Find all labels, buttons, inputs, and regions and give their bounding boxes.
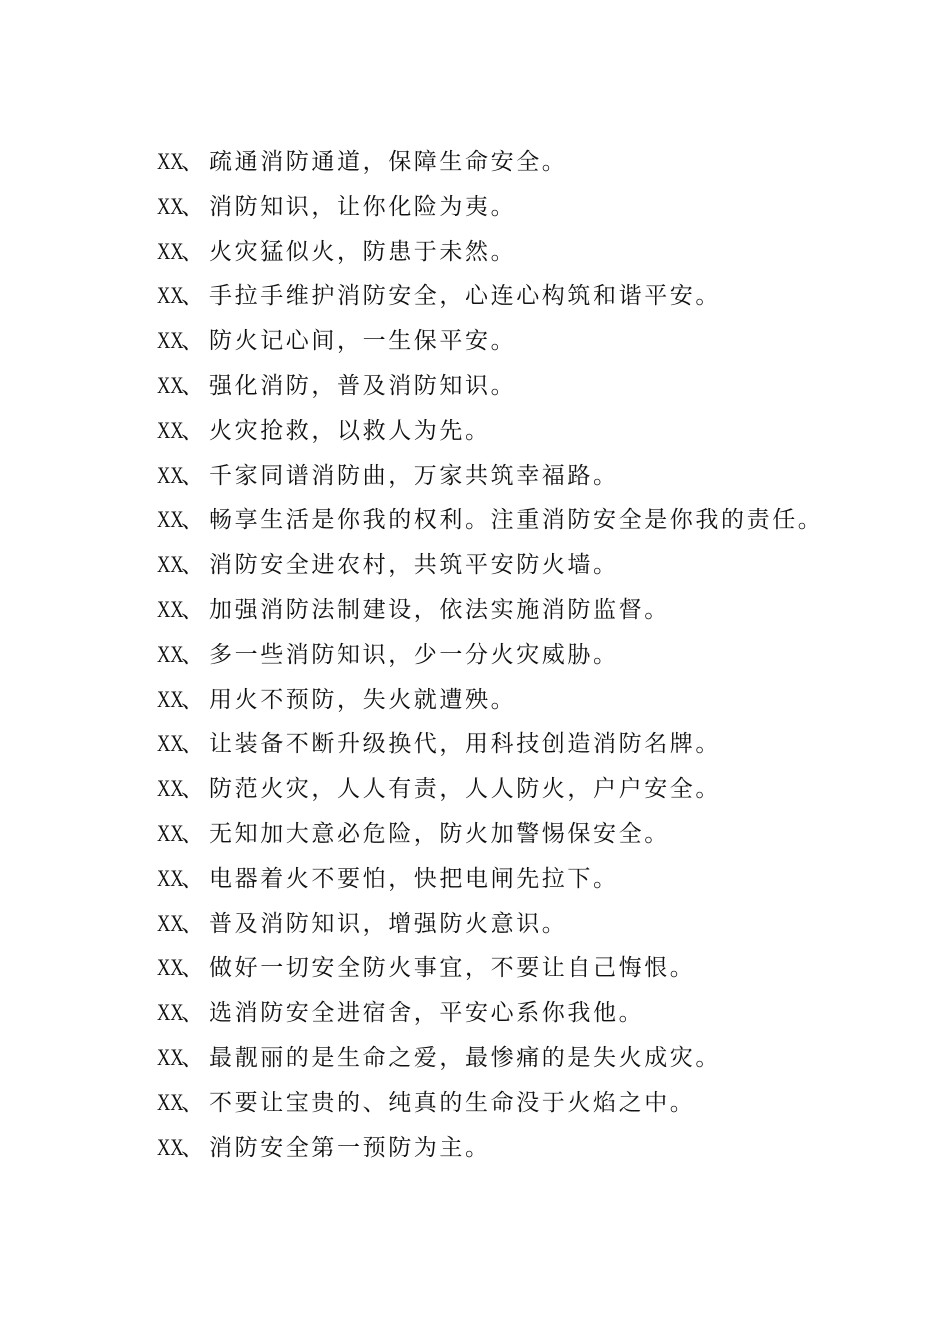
list-item [157, 1126, 857, 1171]
item-text: 防火记心间，一生保平安。 [209, 328, 517, 355]
item-text: 千家同谱消防曲，万家共筑幸福路。 [209, 462, 619, 489]
item-prefix: XX [157, 865, 184, 891]
item-text: 火灾抢救，以救人为先。 [209, 417, 491, 444]
item-text: 防范火灾，人人有责，人人防火，户户安全。 [209, 776, 721, 803]
item-separator: 、 [181, 372, 204, 399]
item-prefix: XX [157, 955, 184, 981]
item-separator: 、 [181, 283, 204, 310]
item-prefix: XX [157, 641, 184, 667]
item-text: 无知加大意必危险，防火加警惕保安全。 [209, 820, 670, 847]
list-item [157, 857, 857, 902]
item-prefix: XX [157, 686, 184, 712]
item-prefix: XX [157, 372, 184, 398]
item-prefix: XX [157, 238, 184, 264]
item-text: 让装备不断升级换代，用科技创造消防名牌。 [209, 731, 721, 758]
item-text: 疏通消防通道，保障生命安全。 [209, 149, 568, 175]
item-separator: 、 [181, 910, 204, 937]
item-separator: 、 [181, 417, 204, 444]
list-item [157, 543, 857, 588]
item-separator: 、 [181, 552, 204, 579]
list-item [157, 722, 857, 767]
list-item [157, 1081, 857, 1126]
item-text: 强化消防，普及消防知识。 [209, 372, 517, 399]
list-item [157, 140, 857, 185]
item-text: 做好一切安全防火事宜，不要让自己悔恨。 [209, 955, 696, 982]
list-item [157, 902, 857, 947]
item-prefix: XX [157, 417, 184, 443]
item-prefix: XX [157, 820, 184, 846]
list-item [157, 409, 857, 454]
item-separator: 、 [181, 955, 204, 982]
item-text: 最靓丽的是生命之爱，最惨痛的是失火成灾。 [209, 1044, 721, 1071]
list-item [157, 991, 857, 1036]
item-text: 消防安全进农村，共筑平安防火墙。 [209, 552, 619, 579]
item-prefix: XX [157, 552, 184, 578]
item-separator: 、 [181, 149, 204, 175]
item-separator: 、 [181, 820, 204, 847]
item-text: 消防知识，让你化险为夷。 [209, 193, 517, 220]
list-item [157, 588, 857, 633]
item-text: 火灾猛似火，防患于未然。 [209, 238, 517, 265]
item-separator: 、 [181, 731, 204, 758]
item-prefix: XX [157, 731, 184, 757]
item-prefix: XX [157, 328, 184, 354]
item-separator: 、 [181, 328, 204, 355]
item-separator: 、 [181, 865, 204, 892]
list-item [157, 1036, 857, 1081]
item-prefix: XX [157, 1089, 184, 1115]
list-item [157, 364, 857, 409]
item-prefix: XX [157, 507, 184, 533]
item-separator: 、 [181, 462, 204, 489]
list-item [157, 319, 857, 364]
item-text: 普及消防知识，增强防火意识。 [209, 910, 568, 937]
list-item [157, 946, 857, 991]
item-separator: 、 [181, 1000, 204, 1027]
list-item [157, 812, 857, 857]
list-item [157, 498, 857, 543]
item-text: 手拉手维护消防安全，心连心构筑和谐平安。 [209, 283, 721, 310]
item-separator: 、 [181, 193, 204, 220]
item-prefix: XX [157, 193, 184, 219]
item-prefix: XX [157, 910, 184, 936]
item-separator: 、 [181, 596, 204, 623]
item-prefix: XX [157, 1000, 184, 1026]
item-prefix: XX [157, 149, 184, 174]
list-item [157, 633, 857, 678]
item-separator: 、 [181, 776, 204, 803]
item-text: 选消防安全进宿舍，平安心系你我他。 [209, 1000, 645, 1027]
item-text: 加强消防法制建设，依法实施消防监督。 [209, 596, 670, 623]
item-separator: 、 [181, 1044, 204, 1071]
item-separator: 、 [181, 507, 204, 534]
item-prefix: XX [157, 283, 184, 309]
item-prefix: XX [157, 1134, 184, 1160]
item-separator: 、 [181, 1134, 204, 1161]
item-text: 用火不预防，失火就遭殃。 [209, 686, 517, 713]
item-separator: 、 [181, 686, 204, 713]
item-prefix: XX [157, 462, 184, 488]
item-separator: 、 [181, 641, 204, 668]
list-item [157, 767, 857, 812]
item-text: 不要让宝贵的、纯真的生命没于火焰之中。 [209, 1089, 696, 1116]
item-text: 消防安全第一预防为主。 [209, 1134, 491, 1161]
item-prefix: XX [157, 1044, 184, 1070]
item-text: 多一些消防知识，少一分火灾威胁。 [209, 641, 619, 668]
list-item [157, 274, 857, 319]
list-item [157, 230, 857, 275]
item-prefix: XX [157, 596, 184, 622]
item-text: 畅享生活是你我的权利。注重消防安全是你我的责任。 [209, 507, 824, 534]
item-prefix: XX [157, 776, 184, 802]
item-text: 电器着火不要怕，快把电闸先拉下。 [209, 865, 619, 892]
item-separator: 、 [181, 238, 204, 265]
item-separator: 、 [181, 1089, 204, 1116]
slogan-list [157, 140, 857, 1170]
list-item [157, 185, 857, 230]
list-item [157, 454, 857, 499]
list-item [157, 678, 857, 723]
